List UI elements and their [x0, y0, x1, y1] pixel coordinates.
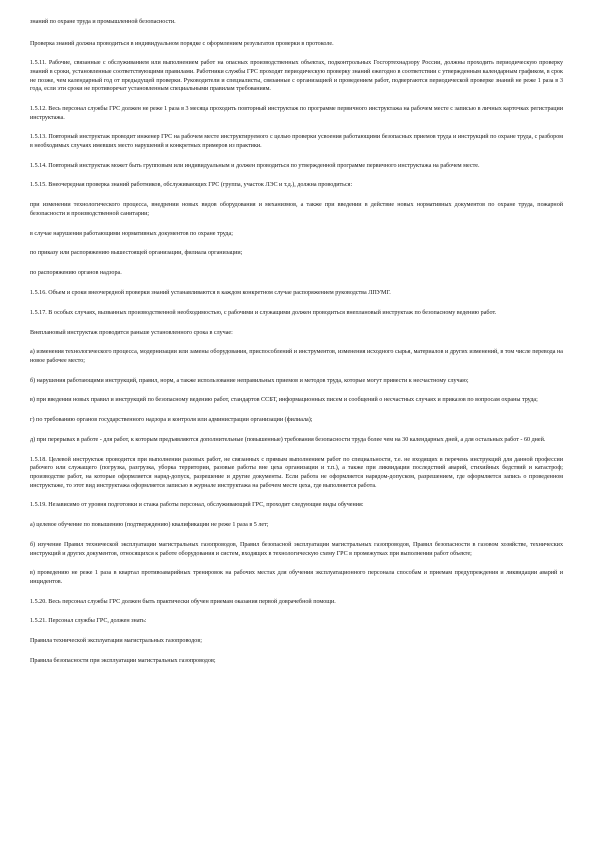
- paragraph: 1.5.14. Повторный инструктаж может быть групповым или индивидуальным и должен проводиться по утвержденной программе первичного инструктажа на рабочем месте.: [30, 162, 480, 169]
- paragraph: 1.5.15. Внеочередная проверка знаний работников, обслуживающих ГРС (группа, участок ЛЭС и т.д.), должна проводиться:: [30, 182, 353, 189]
- paragraph: 1.5.11. Рабочие, связанные с обслуживанием или выполнением работ на опасных производственных объектах, подконтрольных Госгортехнадзору России, должны проходить периодическую проверку знаний в сроки, установленные соответствующими правилами. Работники службы ГРС проходят периодическую проверку знаний ежегодно в соответствии с утвержденным календарным графиком, в срок не позже, чем календарный год от предыдущей проверки. Руководители и специалисты, связанные с организацией и проведением работ, подвергаются периодической проверке знаний не реже 1 раза в 3 года, если эти сроки не противоречат установленным специальными правилам требованиям.: [30, 60, 563, 93]
- paragraph: г) по требованию органов государственного надзора и контроля или администрации организации (филиала);: [30, 417, 313, 424]
- paragraph: а) изменения технологического процесса, модернизации или замены оборудования, приспособлений и инструментов, изменения исходного сырья, материалов и других изменений, в том числе перевода на новое рабочее место;: [30, 349, 563, 364]
- paragraph: в случае нарушения работающими нормативных документов по охране труда;: [30, 230, 233, 237]
- paragraph: а) целевое обучение по повышению (подтверждению) квалификации не реже 1 раза в 5 лет;: [30, 522, 269, 529]
- paragraph: 1.5.16. Объем и сроки внеочередной проверки знаний устанавливаются в каждом конкретном случае распоряжением руководства ЛПУМГ.: [30, 289, 391, 296]
- paragraph: Проверка знаний должна проводиться в индивидуальном порядке с оформлением результатов проверки в протоколе.: [30, 40, 334, 47]
- paragraph: 1.5.13. Повторный инструктаж проводит инженер ГРС на рабочем месте инструктируемого с целью проверки усвоения работающими безопасных приемов труда и инструкций по охране труда, с разбором в необходимых случаях имевших место нарушений и конкретных примеров из практики.: [30, 134, 563, 149]
- paragraph: Правила безопасности при эксплуатации магистральных газопроводов;: [30, 658, 216, 665]
- paragraph: в) при введении новых правил и инструкций по безопасному ведению работ, стандартов ССБТ, информационных писем и сообщений о несчастных случаях и приказов по вопросам охраны труда;: [30, 397, 538, 404]
- paragraph: 1.5.20. Весь персонал службы ГРС должен быть практически обучен приемам оказания первой доврачебной помощи.: [30, 598, 336, 605]
- paragraph: Правила технической эксплуатации магистральных газопроводов;: [30, 638, 202, 645]
- paragraph: знаний по охране труда и промышленной безопасности.: [30, 19, 176, 25]
- paragraph: 1.5.21. Персонал службы ГРС, должен знать:: [30, 618, 147, 625]
- paragraph: 1.5.17. В особых случаях, вызванных производственной необходимостью, с рабочими и служащими должен проводиться внеплановый инструктаж по безопасному ведению работ.: [30, 309, 497, 316]
- paragraph: по распоряжению органов надзора.: [30, 270, 122, 277]
- paragraph: 1.5.19. Независимо от уровня подготовки и стажа работы персонал, обслуживающий ГРС, проходит следующие виды обучения:: [30, 502, 364, 509]
- paragraph: б) нарушения работающими инструкций, правил, норм, а также использование неправильных приемов и методов труда, которые могут привести к несчастному случаю;: [30, 377, 469, 384]
- paragraph: б) изучение Правил технической эксплуатации магистральных газопроводов, Правил безопасной эксплуатации магистральных газопроводов, Правил безопасности в газовом хозяйстве, технических инструкций и других документов, относящихся к работе оборудования и систем, входящих в технологическую схему ГРС в промежутках при выполнении работ объекте;: [30, 541, 563, 557]
- paragraph: 1.5.18. Целевой инструктаж проводится при выполнении разовых работ, не связанных с прямым выполнением работ по специальности, т.е. не входящих в перечень инструкций для данной профессии рабочего или служащего (погрузка, разгрузка, уборка территории, разовые работы вне цеха организации и т.п.), а также при ликвидации последствий аварий, стихийных бедствий и катастроф; производстве работ, на которые оформляется наряд-допуск, разрешение и другие документы. Если работа не оформляется нарядом-допуском, разрешением, где оформляется запись о проведенном инструктаже, то этот вид инструктажа оформляется записью в журнале инструктажа на рабочем месте цеха, где выполняется работа.: [30, 456, 563, 489]
- paragraph: 1.5.12. Весь персонал службы ГРС должен не реже 1 раза в 3 месяца проходить повторный инструктаж по программе первичного инструктажа на рабочем месте с записью в личных карточках регистрации инструктажа.: [30, 105, 563, 121]
- paragraph: в) проведению не реже 1 раза в квартал противоаварийных тренировок на рабочих местах для обучения эксплуатационного персонала способам и приемам предупреждения и ликвидации аварий и инцидентов.: [30, 570, 563, 585]
- paragraph: Внеплановый инструктаж проводится раньше установленного срока в случае:: [30, 329, 233, 336]
- paragraph: д) при перерывах в работе - для работ, к которым предъявляются дополнительные (повышенные) требования безопасности труда более чем на 30 календарных дней, а для остальных работ - 60 дней.: [30, 437, 546, 444]
- paragraph: по приказу или распоряжению вышестоящей организации, филиала организации;: [30, 250, 243, 257]
- paragraph: при изменении технологического процесса, внедрении новых видов оборудования и механизмов, а также при введении в действие новых нормативных документов по охране труда, пожарной безопасности и производственной санитарии;: [30, 202, 563, 217]
